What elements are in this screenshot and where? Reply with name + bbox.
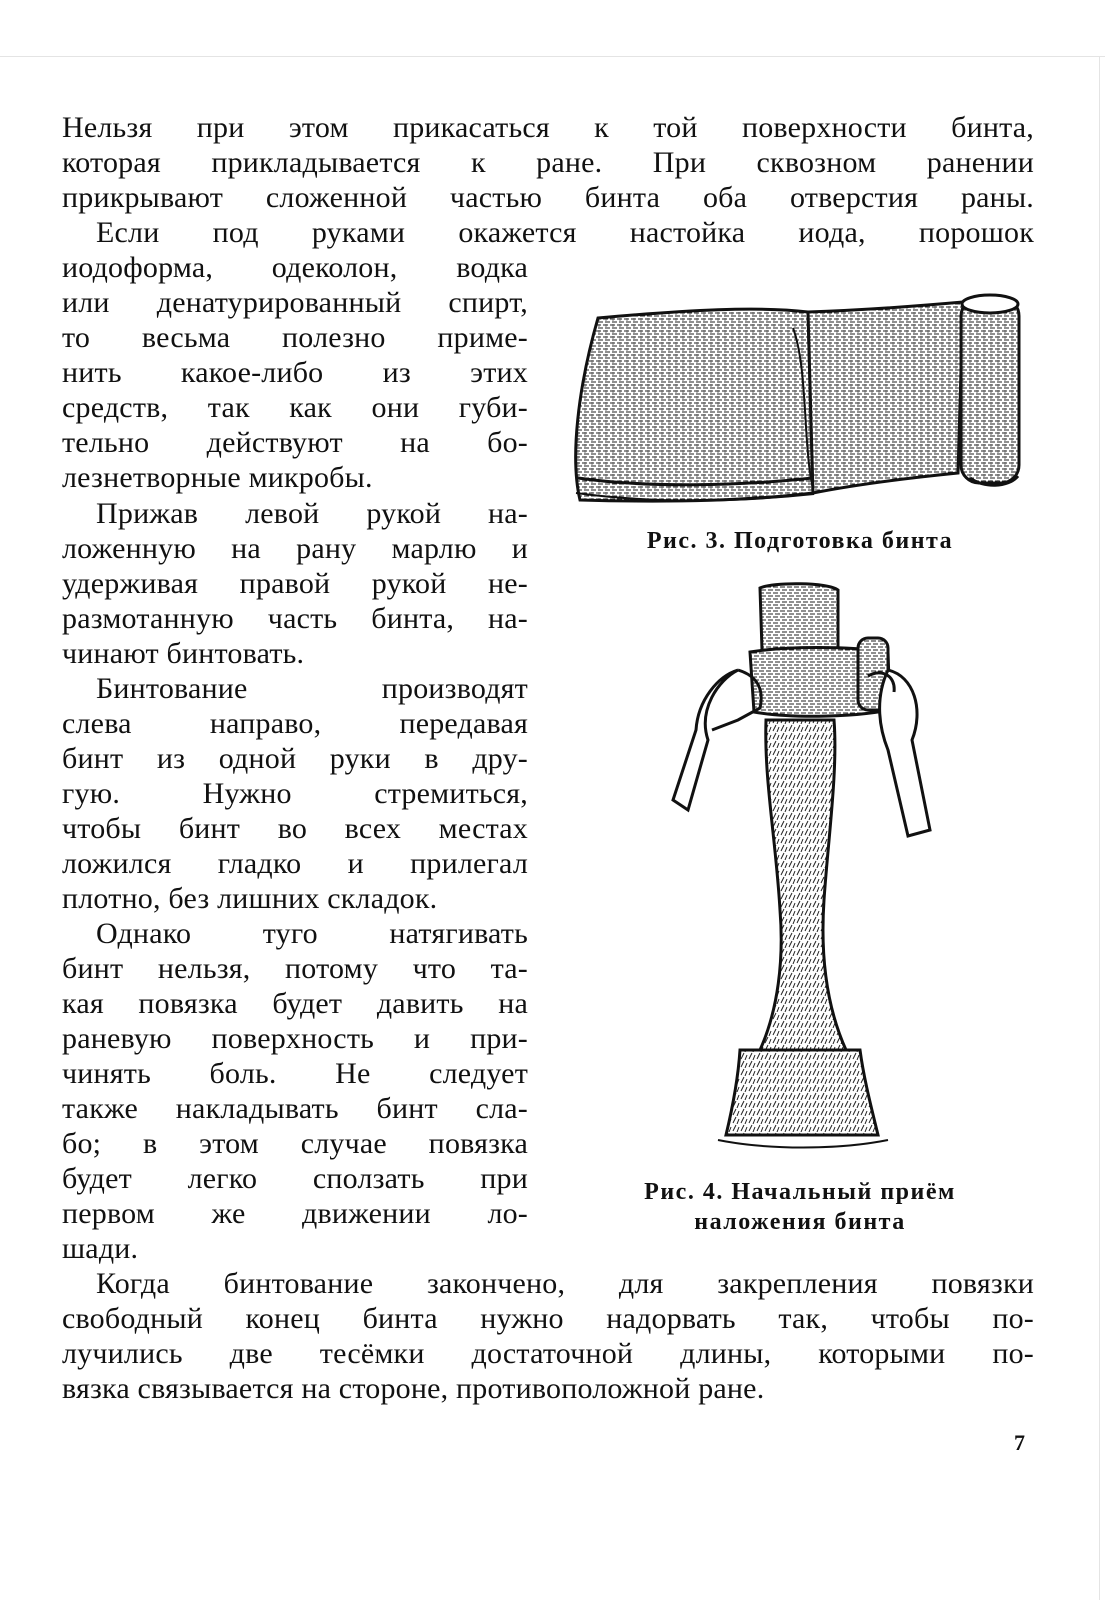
right-edge-line — [1099, 56, 1100, 1600]
text-line: вязка связывается на стороне, противоположной ране. — [62, 1372, 765, 1405]
bandage-roll-illustration — [568, 288, 1038, 510]
text-line: первом же движении ло- — [62, 1197, 528, 1230]
text-line: прикрывают сложенной частью бинта оба отверстия раны. — [62, 181, 1034, 214]
text-line: Нельзя при этом прикасаться к той поверхности бинта, — [62, 111, 1034, 144]
text-line: нить какое-либо из этих — [62, 356, 528, 389]
text-line: слева направо, передавая — [62, 707, 528, 740]
figure-4-caption-line-1: Рис. 4. Начальный приём — [644, 1179, 956, 1205]
text-line: Если под руками окажется настойка иода, порошок — [96, 216, 1034, 249]
page-number: 7 — [1014, 1430, 1025, 1455]
text-line: раневую поверхность и при- — [62, 1022, 528, 1055]
text-line: ложился гладко и прилегал — [62, 847, 528, 880]
text-line: также накладывать бинт сла- — [62, 1092, 528, 1125]
text-line: удерживая правой рукой не- — [62, 567, 528, 600]
text-line: Прижав левой рукой на- — [96, 497, 528, 530]
text-line: бинт нельзя, потому что та- — [62, 952, 528, 985]
text-line: чтобы бинт во всех местах — [62, 812, 528, 845]
text-line: Однако туго натягивать — [96, 917, 528, 950]
top-edge-line — [0, 56, 1105, 57]
text-line: чинять боль. Не следует — [62, 1057, 528, 1090]
text-line: чинают бинтовать. — [62, 637, 305, 670]
text-line: лучились две тесёмки достаточной длины, которыми по- — [62, 1337, 1034, 1370]
text-line: то весьма полезно приме- — [62, 321, 528, 354]
text-line: кая повязка будет давить на — [62, 987, 528, 1020]
text-line: бинт из одной руки в дру- — [62, 742, 528, 775]
text-line: Бинтование производят — [96, 672, 528, 705]
figure-3-caption: Рис. 3. Подготовка бинта — [646, 528, 954, 554]
text-line: ложенную на рану марлю и — [62, 532, 528, 565]
figure-4-caption-line-2: наложения бинта — [694, 1209, 906, 1235]
text-line: Когда бинтование закончено, для закрепления повязки — [96, 1267, 1034, 1300]
text-line: тельно действуют на бо- — [62, 426, 528, 459]
text-line: будет легко сползать при — [62, 1162, 528, 1195]
text-line: гую. Нужно стремиться, — [62, 777, 528, 810]
text-line: или денатурированный спирт, — [62, 286, 528, 319]
text-line: иодоформа, одеколон, водка — [62, 251, 528, 284]
text-line: размотанную часть бинта, на- — [62, 602, 528, 635]
text-line: средств, так как они губи- — [62, 391, 528, 424]
text-line: бо; в этом случае повязка — [62, 1127, 528, 1160]
text-line: которая прикладывается к ране. При сквозном ранении — [62, 146, 1034, 179]
text-line: шади. — [62, 1232, 139, 1265]
horse-leg-bandaging-illustration — [668, 580, 938, 1160]
text-line: свободный конец бинта нужно надорвать так, чтобы по- — [62, 1302, 1034, 1335]
text-line: плотно, без лишних складок. — [62, 882, 438, 915]
text-line: лезнетворные микробы. — [62, 461, 373, 494]
